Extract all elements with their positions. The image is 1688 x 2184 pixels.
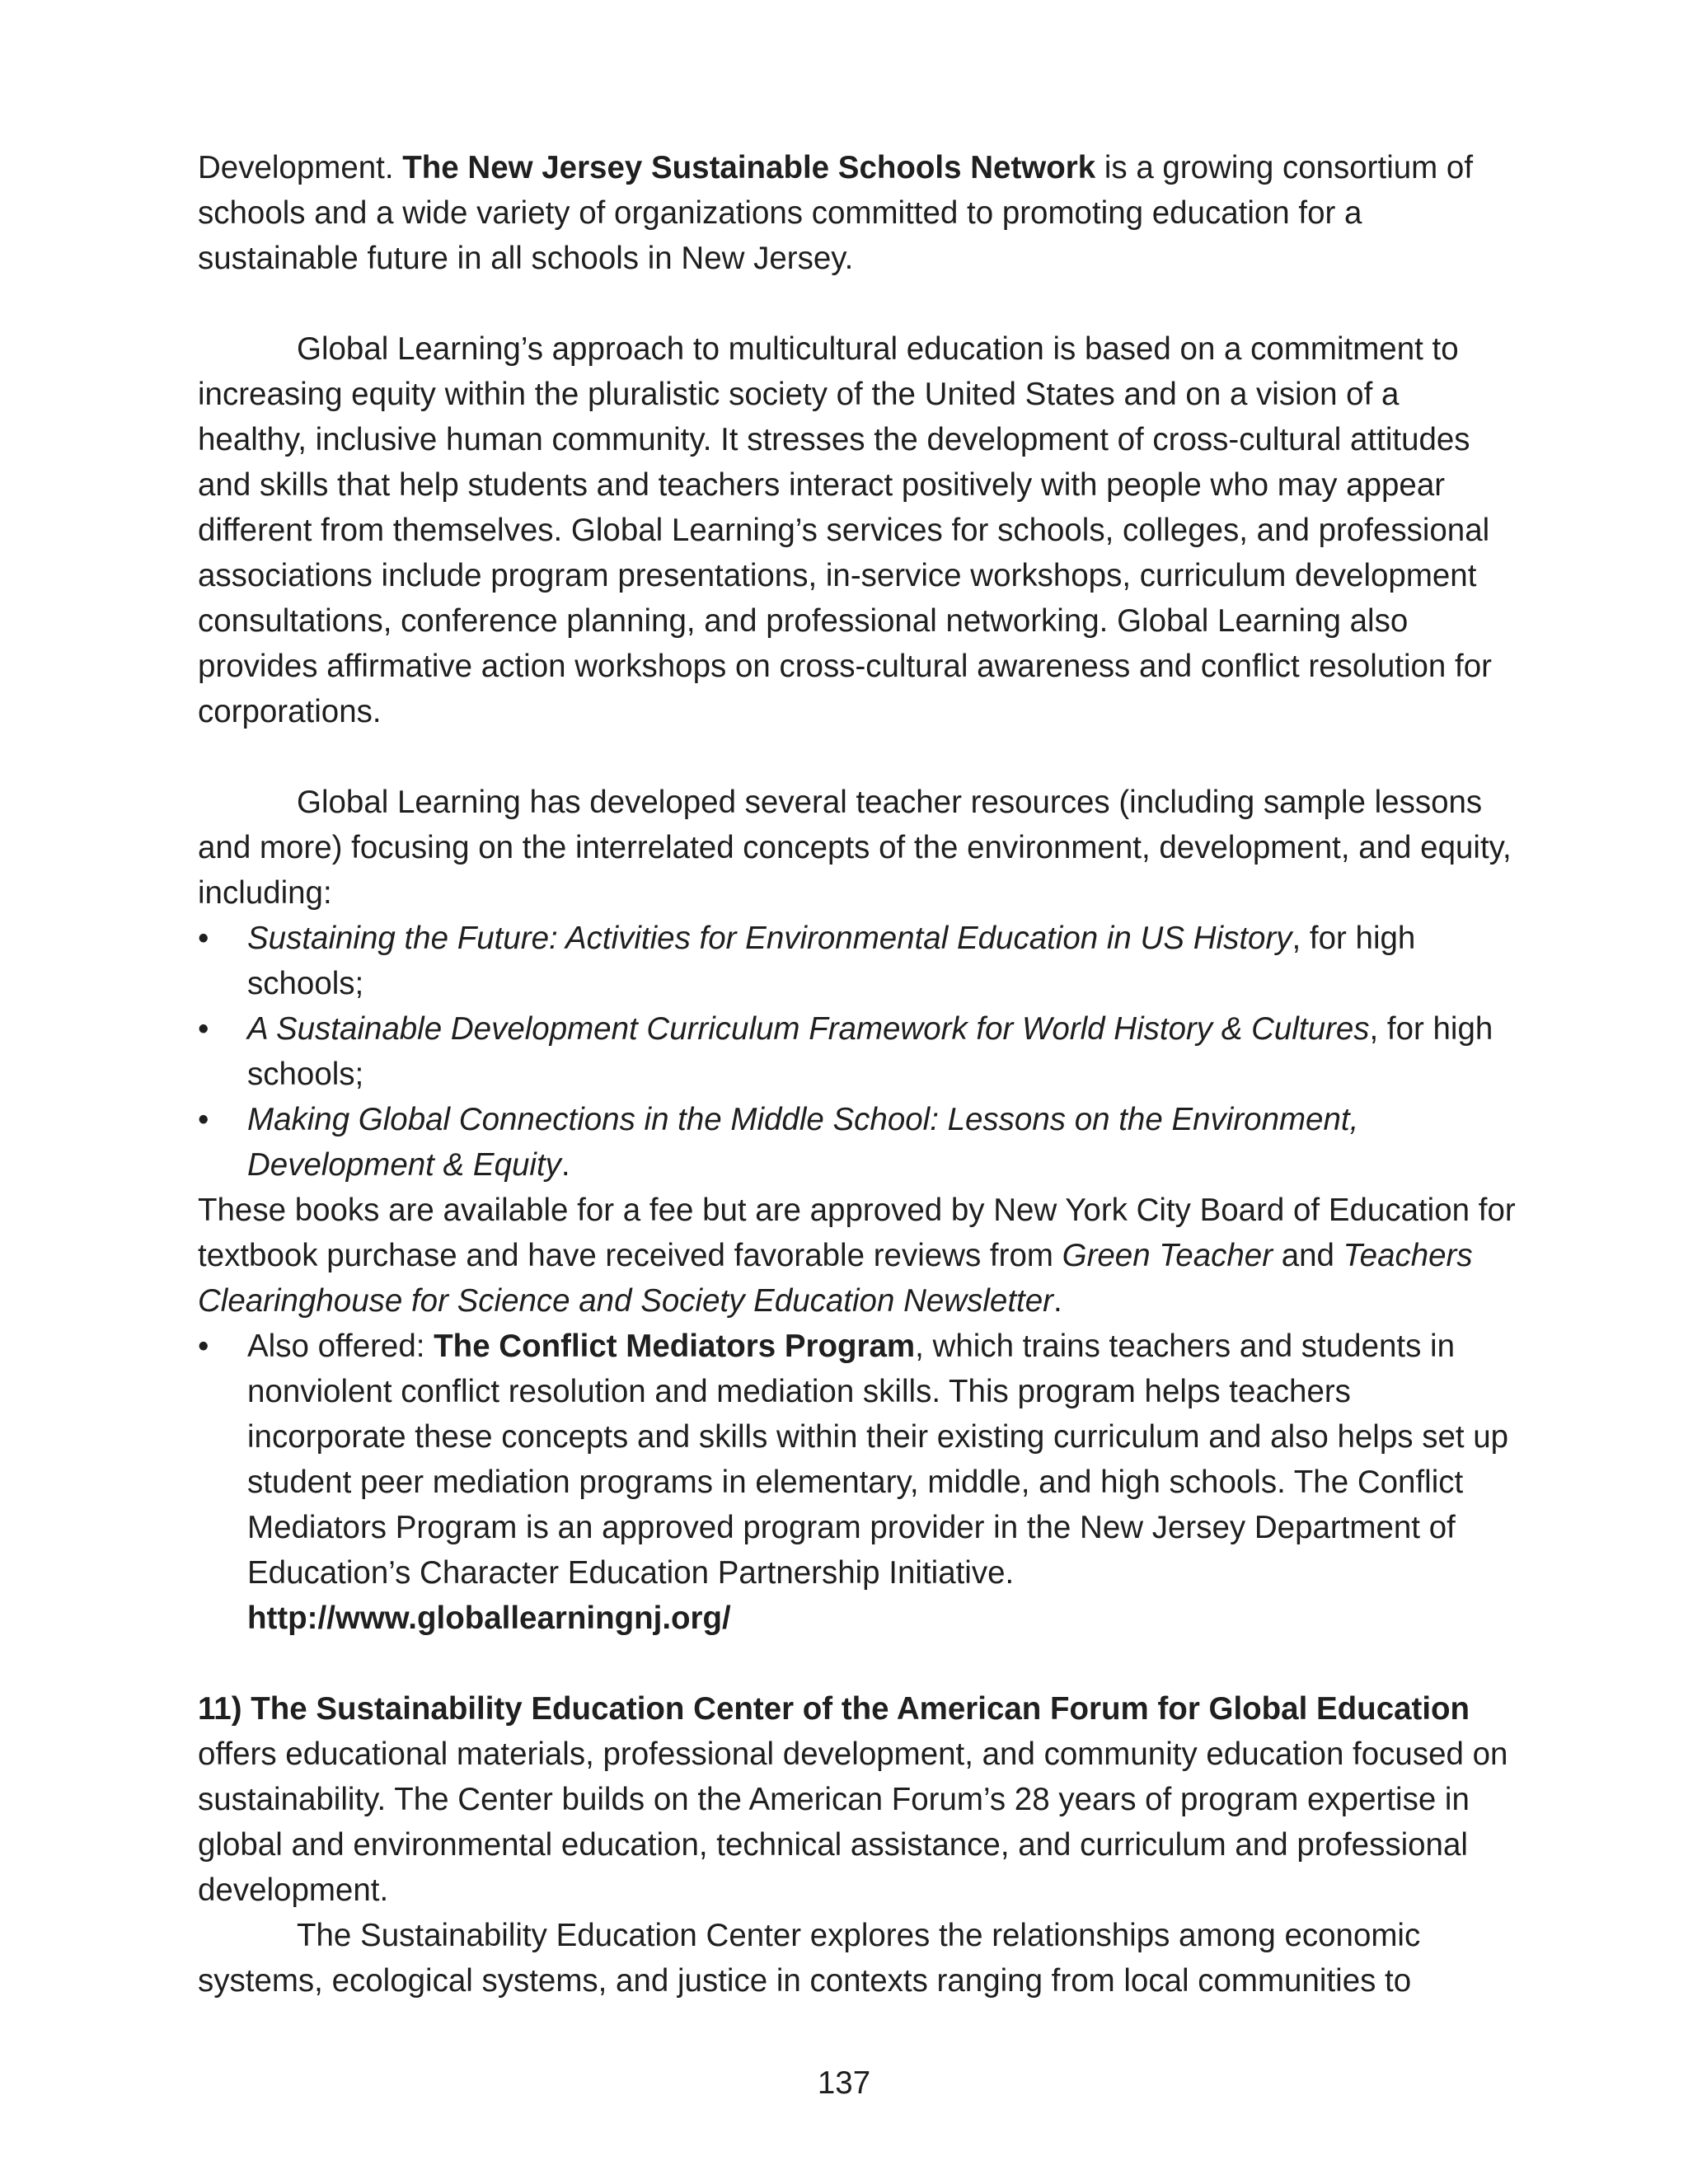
text: , for high schools; — [247, 921, 1416, 1001]
paragraph-gap — [198, 1641, 1517, 1686]
text: . — [1053, 1283, 1062, 1319]
paragraph-books-availability — [198, 1188, 1517, 1324]
text: These books are available for a fee but are approved by New York City Board of Education for textbook purchase and have received favorable reviews from — [198, 1193, 1516, 1273]
page-body — [198, 145, 1517, 2004]
text: Also offered: — [247, 1329, 434, 1364]
org-name-nj-sustainable-schools-network: The New Jersey Sustainable Schools Network — [402, 150, 1096, 185]
paragraph-nj-network — [198, 145, 1517, 281]
publication-green-teacher: Green Teacher — [1062, 1238, 1273, 1273]
website-url: http://www.globallearningnj.org/ — [247, 1601, 731, 1636]
list-item — [198, 1097, 1517, 1188]
text: offers educational materials, professional development, and community education focused on sustainability. The Center builds on the American Forum’s 28 years of program expertise in global and environmental education, technical assistance, and curriculum and professional development. — [198, 1736, 1508, 1908]
publication-teachers-clearinghouse: Teachers Clearinghouse for Science and Society Education Newsletter — [198, 1238, 1473, 1319]
book-title: Making Global Connections in the Middle School: Lessons on the Environment, Development & Equity — [247, 1102, 1359, 1183]
resource-list — [198, 916, 1517, 1188]
text: , for high schools; — [247, 1011, 1493, 1092]
section-heading-11: 11) The Sustainability Education Center of the American Forum for Global Education — [198, 1691, 1470, 1727]
list-item — [198, 916, 1517, 1006]
list-item — [198, 1006, 1517, 1097]
text: , which trains teachers and students in nonviolent conflict resolution and mediation skills. This program helps teachers incorporate these concepts and skills within their existing curriculum and also helps set up student peer mediation programs in elementary, middle, and high schools. The Conflict Mediators Program is an approved program provider in the New Jersey Department of Education’s Character Education Partnership Initiative. — [247, 1329, 1509, 1591]
paragraph-center-explores: The Sustainability Education Center explores the relationships among economic systems, ecological systems, and justice in contexts ranging from local communities to — [198, 1918, 1421, 1999]
bullet-glyph: • — [198, 1329, 209, 1364]
bullet-glyph: • — [198, 921, 209, 956]
paragraph-multicultural-education: Global Learning’s approach to multicultural education is based on a commitment to increasing equity within the pluralistic society of the United States and on a vision of a healthy, inclusive human community. It stresses the development of cross-cultural attitudes and skills that help students and teachers interact positively with people who may appear different from themselves. Global Learning’s services for schools, colleges, and professional associations include program presentations, in-service workshops, curriculum development consultations, conference planning, and professional networking. Global Learning also provides affirmative action workshops on cross-cultural awareness and conflict resolution for corporations. — [198, 331, 1492, 729]
book-title: Sustaining the Future: Activities for Environmental Education in US History — [247, 921, 1292, 956]
paragraph-gap — [198, 281, 1517, 326]
offer-list — [198, 1324, 1517, 1641]
paragraph-teacher-resources: Global Learning has developed several teacher resources (including sample lessons and more) focusing on the interrelated concepts of the environment, development, and equity, including: — [198, 785, 1512, 911]
bullet-glyph: • — [198, 1102, 209, 1137]
program-name-conflict-mediators: The Conflict Mediators Program — [434, 1329, 916, 1364]
book-title: A Sustainable Development Curriculum Framework for World History & Cultures — [247, 1011, 1370, 1047]
paragraph-gap — [198, 734, 1517, 780]
text: is a growing consortium of schools and a wide variety of organizations committed to promoting education for a sustainable future in all schools in New Jersey. — [198, 150, 1474, 276]
bullet-glyph: • — [198, 1011, 209, 1047]
text: Development. — [198, 150, 403, 185]
text: and — [1273, 1238, 1343, 1273]
text: . — [560, 1147, 570, 1183]
page-number: 137 — [817, 2065, 871, 2101]
list-item — [198, 1324, 1517, 1641]
paragraph-sustainability-education-center — [198, 1686, 1517, 1913]
